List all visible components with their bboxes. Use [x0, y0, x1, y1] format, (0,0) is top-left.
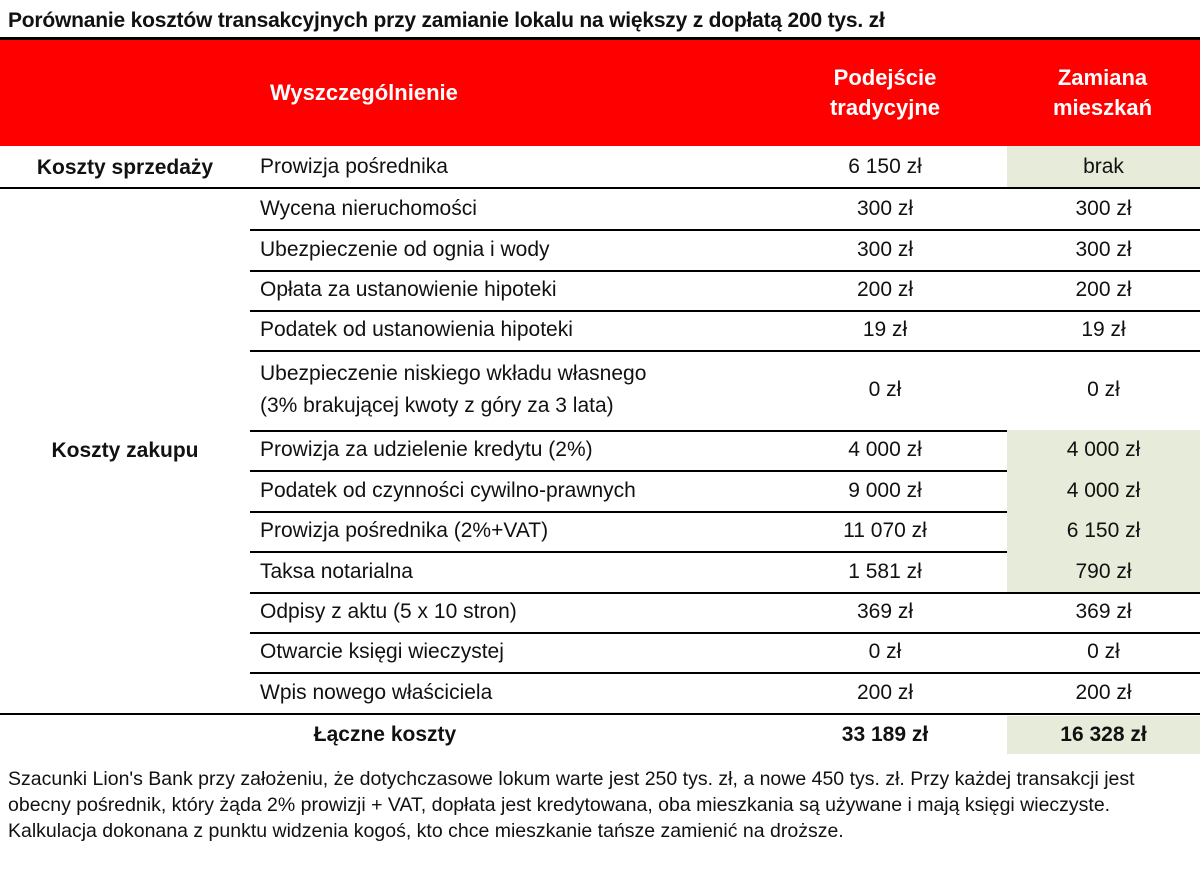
row-description-line: Prowizja pośrednika (2%+VAT)	[260, 519, 549, 542]
header-swap-line-1: Zamiana	[1057, 65, 1148, 90]
row-swap-cost: 200 zł	[1075, 680, 1132, 704]
row-description-line: Opłata za ustanowienie hipoteki	[260, 278, 557, 301]
total-divider	[0, 713, 1200, 715]
table-row	[250, 350, 1200, 432]
row-description-line: Podatek od ustanowienia hipoteki	[260, 318, 573, 341]
table-row	[250, 592, 1200, 634]
row-swap-cost: 6 150 zł	[1007, 511, 1200, 551]
row-description	[260, 310, 765, 350]
table-row	[250, 229, 1200, 272]
row-description-line: Ubezpieczenie niskiego wkładu własnego	[260, 362, 647, 385]
row-swap-cost: 369 zł	[1075, 600, 1132, 623]
row-description-line: Podatek od czynności cywilno-prawnych	[260, 478, 636, 502]
row-swap-cost: 790 zł	[1007, 551, 1200, 592]
row-description	[260, 592, 765, 632]
row-description	[260, 632, 765, 672]
row-description-line: Wycena nieruchomości	[260, 197, 477, 220]
row-swap-cost: 0 zł	[1087, 378, 1120, 401]
row-traditional-cost: 300 zł	[856, 237, 914, 261]
row-swap-cost: 19 zł	[1081, 318, 1126, 341]
footnote: Szacunki Lion's Bank przy założeniu, że dotychczasowe lokum warte jest 250 tys. zł, a nowe 450 tys. zł. Przy każdej transakcji jest obecny pośrednik, który żąda 2% prowizji + VAT, dopłata jest kredytowana, oba mieszkania są używane i mają księgi wieczyste. Kalkulacja dokonana z punktu widzenia kogoś, kto chce mieszkanie tańsze zamienić na droższe.	[8, 768, 1135, 842]
header-traditional-line-2: tradycyjne	[829, 95, 941, 120]
row-traditional-cost: 11 070 zł	[843, 519, 927, 542]
row-description	[260, 270, 765, 310]
row-swap-cost: 300 zł	[1075, 237, 1132, 261]
table-row	[250, 632, 1200, 674]
header-swap-line-2: mieszkań	[1052, 95, 1153, 120]
category-sale-costs: Koszty sprzedaży	[36, 155, 214, 179]
total-label: Łączne koszty	[313, 723, 457, 746]
row-description-line: Taksa notarialna	[260, 559, 413, 583]
table-header	[0, 40, 1200, 146]
row-traditional-cost: 369 zł	[856, 600, 914, 623]
row-traditional-cost: 0 zł	[868, 640, 902, 663]
table-row	[250, 430, 1200, 472]
row-description	[260, 511, 765, 551]
row-swap-cost: 300 zł	[1075, 197, 1132, 220]
row-swap-cost: 200 zł	[1075, 278, 1132, 301]
row-description	[260, 146, 765, 187]
row-description	[260, 229, 765, 270]
table-row	[250, 310, 1200, 352]
row-description-line: Odpisy z aktu (5 x 10 stron)	[260, 600, 517, 623]
table-row	[250, 672, 1200, 713]
row-description	[260, 430, 765, 470]
row-swap-cost: brak	[1007, 146, 1200, 187]
total-traditional: 33 189 zł	[841, 723, 929, 746]
row-traditional-cost: 9 000 zł	[848, 478, 922, 502]
total-swap: 16 328 zł	[1007, 716, 1200, 754]
header-description: Wyszczególnienie	[270, 80, 458, 105]
table-row	[250, 189, 1200, 231]
category-purchase-costs: Koszty zakupu	[51, 439, 199, 462]
row-traditional-cost: 200 zł	[856, 278, 914, 301]
row-traditional-cost: 200 zł	[856, 680, 914, 704]
row-swap-cost: 4 000 zł	[1007, 430, 1200, 470]
row-swap-cost: 4 000 zł	[1007, 470, 1200, 511]
table-row	[250, 551, 1200, 594]
row-traditional-cost: 1 581 zł	[848, 559, 922, 583]
row-description-line: (3% brakującej kwoty z góry za 3 lata)	[260, 394, 614, 417]
row-description-line: Wpis nowego właściciela	[260, 680, 493, 704]
row-traditional-cost: 6 150 zł	[848, 154, 922, 178]
row-description	[260, 350, 765, 430]
header-traditional	[770, 40, 1000, 146]
row-description-line: Ubezpieczenie od ognia i wody	[260, 237, 550, 261]
header-traditional-line-1: Podejście	[833, 65, 937, 90]
row-traditional-cost: 0 zł	[868, 378, 902, 401]
row-traditional-cost: 300 zł	[856, 197, 914, 220]
table-row	[250, 511, 1200, 553]
row-description-line: Otwarcie księgi wieczystej	[260, 640, 504, 663]
row-description	[260, 551, 765, 592]
header-swap	[1005, 40, 1200, 146]
table-row	[250, 470, 1200, 513]
row-description	[260, 470, 765, 511]
table-row	[250, 146, 1200, 187]
row-traditional-cost: 19 zł	[862, 318, 908, 341]
row-description-line: Prowizja pośrednika	[260, 154, 448, 178]
row-description-line: Prowizja za udzielenie kredytu (2%)	[260, 438, 593, 461]
row-description	[260, 189, 765, 229]
table-title: Porównanie kosztów transakcyjnych przy zamianie lokalu na większy z dopłatą 200 tys. zł	[8, 9, 885, 32]
row-swap-cost: 0 zł	[1087, 640, 1120, 663]
table-row	[250, 270, 1200, 312]
row-traditional-cost: 4 000 zł	[848, 438, 922, 461]
row-description	[260, 672, 765, 713]
